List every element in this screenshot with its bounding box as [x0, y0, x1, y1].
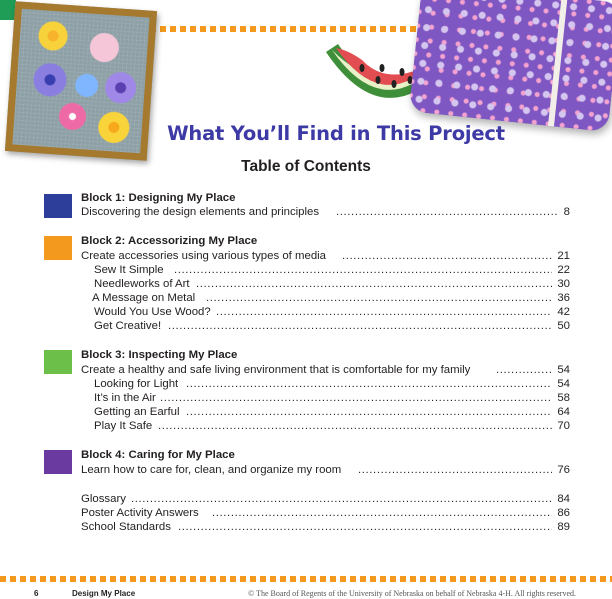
toc-entry: Play It Safe ..... 70 [0, 419, 570, 433]
toc-entry-glossary: Glossary ..... 84 [0, 492, 570, 506]
bottom-dashed-border [0, 576, 612, 582]
toc-entry: It’s in the Air ..... 58 [0, 391, 570, 405]
toc-entry: Create a healthy and safe living environment that is comfortable for my family ..... 54 [0, 363, 570, 377]
toc-entry: Getting an Earful ..... 64 [0, 405, 570, 419]
copyright-notice: © The Board of Regents of the University of Nebraska on behalf of Nebraska 4-H. All rights reserved. [248, 589, 576, 598]
toc-entry-school-standards: School Standards ..... 89 [0, 520, 570, 534]
toc-entry: Create accessories using various types of media ..... 21 [0, 249, 570, 263]
page-heading: What You’ll Find in This Project [167, 122, 505, 145]
toc-entry: Learn how to care for, clean, and organize my room ..... 76 [0, 463, 570, 477]
table-of-contents-title: Table of Contents [241, 158, 371, 175]
toc-entry-poster-answers: Poster Activity Answers ..... 86 [0, 506, 570, 520]
toc-entry: Sew It Simple ..... 22 [0, 263, 570, 277]
page-footer [0, 588, 612, 599]
toc-entry: Looking for Light ..... 54 [0, 377, 570, 391]
toc-entry: Get Creative! ..... 50 [0, 319, 570, 333]
purple-pillow-image [409, 0, 612, 132]
toc-entry: Would You Use Wood? ..... 42 [0, 305, 570, 319]
toc-entry: Needleworks of Art ..... 30 [0, 277, 570, 291]
footer-title: Design My Place [72, 589, 136, 598]
page-number: 6 [34, 589, 39, 598]
toc-entry: A Message on Metal ..... 36 [0, 291, 570, 305]
toc-entry: Discovering the design elements and principles ..... 8 [0, 205, 570, 219]
